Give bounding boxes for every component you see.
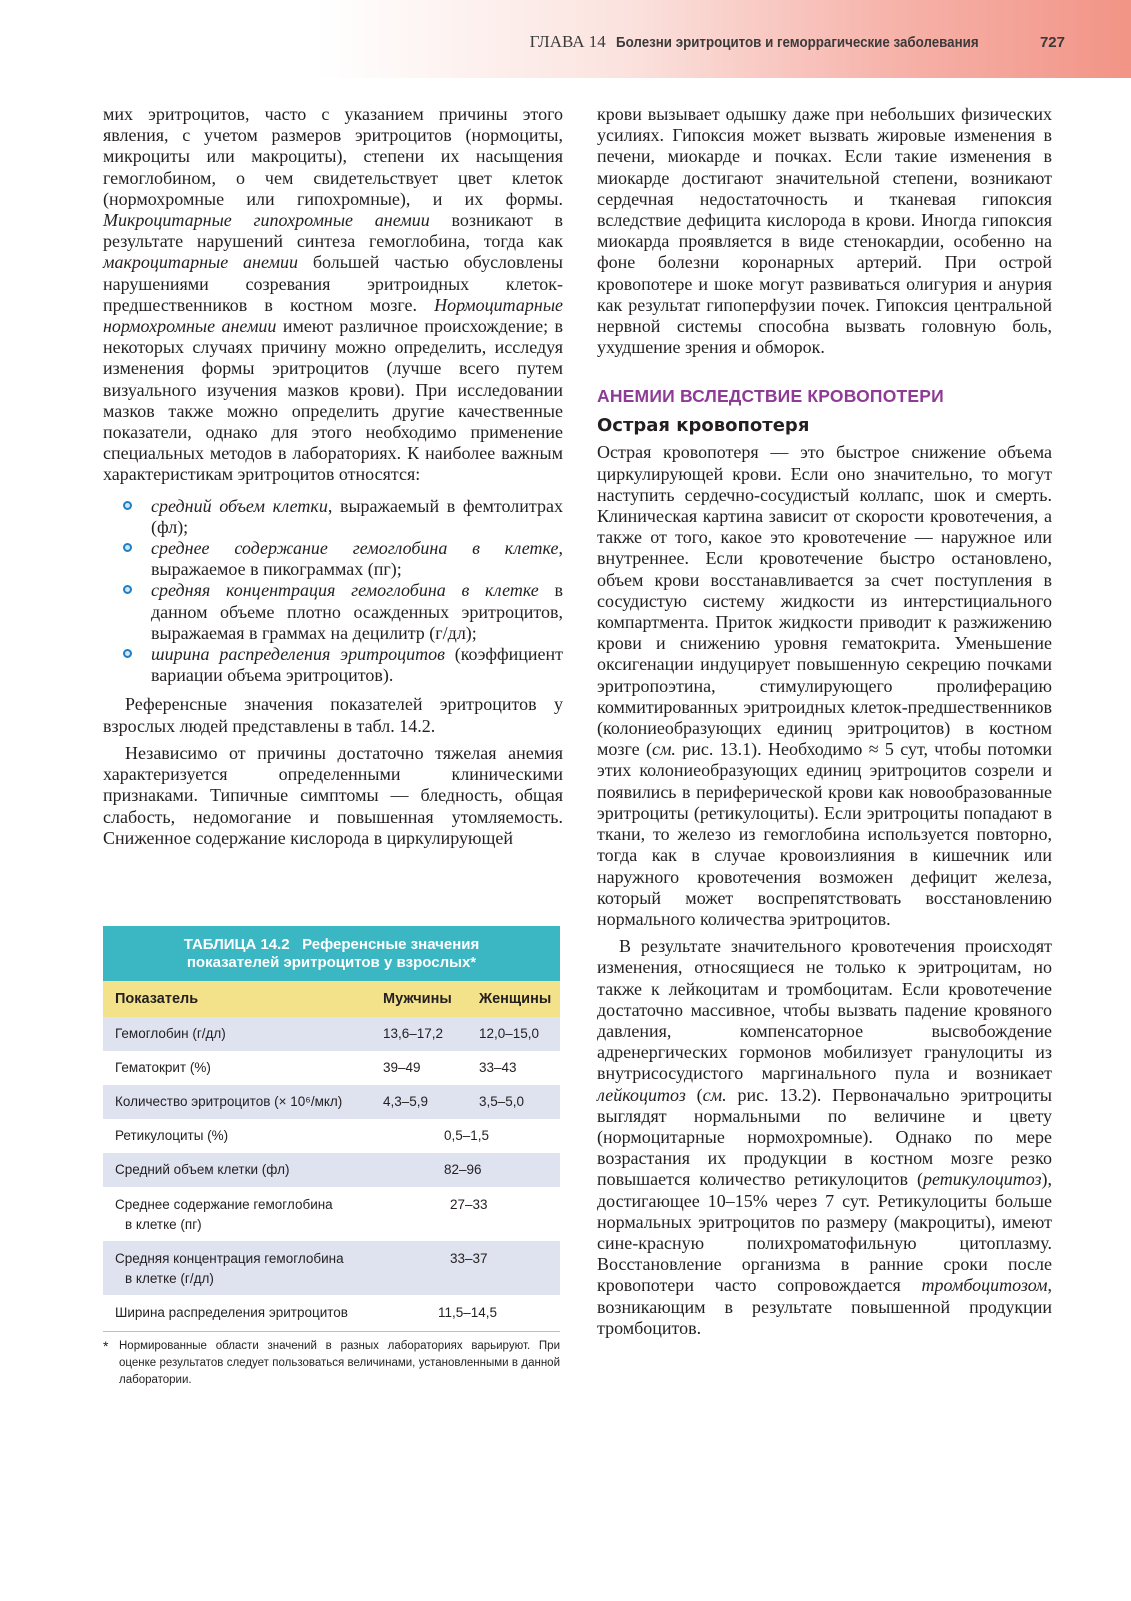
list-item: средняя концентрация гемоглобина в клетке в данном объеме плотно осажденных эритроцитов, выражаемая в граммах на децилитр (г/дл); [103,580,563,644]
characteristics-list [103,496,563,687]
subsection-heading: Острая кровопотеря [597,415,810,437]
table-header-row [103,981,560,1017]
left-paragraph-3: Независимо от причины достаточно тяжелая анемия характеризуется определенными клиническими признаками. Типичные симптомы — бледность, общая слабость, недомогание и повышенная утомляемость. Сниженное содержание кислорода в циркулирующей [103,742,563,848]
left-paragraph-1: мих эритроцитов, часто с указанием причины этого явления, с учетом размеров эритроцитов (нормоциты, микроциты или макроциты), степени их насыщения гемоглобином, о чем свидетельствует цвет клеток (нормохромные или гипохромные), и их формы. Микроцитарные гипохромные анемии возникают в результате нарушений синтеза гемоглобина, тогда как макроцитарные анемии большей частью обусловлены нарушениями созревания эритроидных клеток-предшественников в костном мозге. Нормоцитарные нормохромные анемии имеют различное происхождение; в некоторых случаях причину можно определить, исследуя изменения формы эритроцитов (лучше всего путем визуального изучения мазков крови). При исследовании мазков также можно определить другие качественные показатели, однако для этого необходимо применение специальных методов в лабораториях. К наиболее важным характеристикам эритроцитов относятся: [103,104,563,485]
right-column [597,104,1052,1339]
footnote-marker: * [103,1338,109,1354]
right-paragraph-3: В результате значительного кровотечения происходят изменения, относящиеся не только к эритроцитам, но также к лейкоцитам и тромбоцитам. Если кровотечение достаточно массивное, чтобы вызвать падение кровяного давления, компенсаторное высвобождение адренергических гормонов мобилизует гранулоциты из внутрисосудистого маргинального пула и возникает лейкоцитоз (см. рис. 13.2). Первоначально эритроциты выглядят нормальными по величине и цвету (нормоцитарные нормохромные). Однако по мере возрастания их продукции в костном мозге резко повышается количество ретикулоцитов (ретикулоцитоз), достигающее 10–15% через 7 сут. Ретикулоциты больше нормальных эритроцитов по размеру (макроциты), имеют сине-красную полихроматофильную цитоплазму. Восстановление организма в ранние сроки после кровопотери часто сопровождается тромбоцитозом, возникающим в результате повышенной продукции тромбоцитов. [597,936,1053,1338]
bullet-icon [123,585,132,594]
right-paragraph-1: крови вызывает одышку даже при небольших физических усилиях. Гипоксия может вызвать жировые изменения в печени, миокарде и почках. Если такие изменения в миокарде достигают значительной степени, возникают сердечная недостаточность и тканевая гипоксия вследствие дефицита кислорода в крови. Иногда гипоксия миокарда проявляется в виде стенокардии, особенно на фоне болезни коронарных артерий. При острой кровопотере и шоке могут развиваться олигурия и анурия как результат гипоперфузии почек. Гипоксия центральной нервной системы способна вызвать головную боль, ухудшение зрения и обморок. [597,104,1052,358]
table-row: Гематокрит (%) 39–49 33–43 [115,1060,517,1075]
chapter-number: ГЛАВА 14 [529,32,606,51]
list-item: ширина распределения эритроцитов (коэффициент вариации объема эритроцитов). [103,644,563,686]
table-row: Средняя концентрация гемоглобина в клетке (г/дл) 33–37 [103,1241,560,1295]
left-paragraph-2: Референсные значения показателей эритроцитов у взрослых людей представлены в табл. 14.2. [103,694,563,736]
running-head [530,32,1065,52]
table-row: Среднее содержание гемоглобина в клетке (пг) 27–33 [115,1197,488,1232]
table-row: Ширина распределения эритроцитов 11,5–14,5 [103,1295,560,1332]
table-row: Средний объем клетки (фл) 82–96 [103,1153,560,1187]
reference-values-table [103,926,560,1332]
column-header-women: Женщины [479,991,552,1007]
table-row: Количество эритроцитов (× 10⁶/мкл) 4,3–5,9 3,5–5,0 [103,1085,560,1119]
table-title: ТАБЛИЦА 14.2 Референсные значения показателей эритроцитов у взрослых* [103,926,560,981]
left-column [103,104,563,849]
column-header-men: Мужчины [383,991,452,1007]
bullet-icon [123,501,132,510]
table-row: Ретикулоциты (%) 0,5–1,5 [115,1128,490,1143]
column-header-parameter: Показатель [115,991,199,1007]
bullet-icon [123,543,132,552]
section-heading: АНЕМИИ ВСЛЕДСТВИЕ КРОВОПОТЕРИ [597,386,944,407]
chapter-title: Болезни эритроцитов и геморрагические заболевания [615,35,979,51]
right-paragraph-2: Острая кровопотеря — это быстрое снижение объема циркулирующей крови. Если оно значительно, то могут наступить сердечно-сосудистый коллапс, шок и смерть. Клиническая картина зависит от скорости кровотечения, а также от того, какое это кровотечение — наружное или внутреннее. Если кровотечение быстро остановлено, объем крови восстанавливается за счет поступления в сосудистую систему жидкости из интерстициального компартмента. Приток жидкости приводит к разжижению крови и снижению уровня гематокрита. Уменьшение оксигенации индуцирует повышенную секрецию почками эритропоэтина, стимулирующего пролиферацию коммитированных эритроидных клеток-предшественников (колониеобразующих единиц эритроцитов) в костном мозге (см. рис. 13.1). Необходимо ≈ 5 сут, чтобы потомки этих колониеобразующих единиц эритроцитов созрели и появились в периферической крови как новообразованные эритроциты (ретикулоциты). Если эритроциты попадают в ткани, то железо из гемоглобина используется повторно, тогда как в случае кровоизлияния в кишечник или наружного кровотечения возможен дефицит железа, который может воспрепятствовать восстановлению нормального количества эритроцитов. [597,442,1052,929]
page-header [0,0,1131,78]
table-row: Гемоглобин (г/дл) 13,6–17,2 12,0–15,0 [103,1017,560,1051]
list-item: средний объем клетки, выражаемый в фемтолитрах (фл); [103,496,563,538]
table-footnote: * Нормированные области значений в разных лабораториях варьируют. При оценке результатов следует пользоваться величинами, установленными в данной лаборатории. [103,1338,560,1386]
bullet-icon [123,649,132,658]
list-item: среднее содержание гемоглобина в клетке, выражаемое в пикограммах (пг); [103,538,563,580]
page-number: 727 [1039,34,1065,51]
